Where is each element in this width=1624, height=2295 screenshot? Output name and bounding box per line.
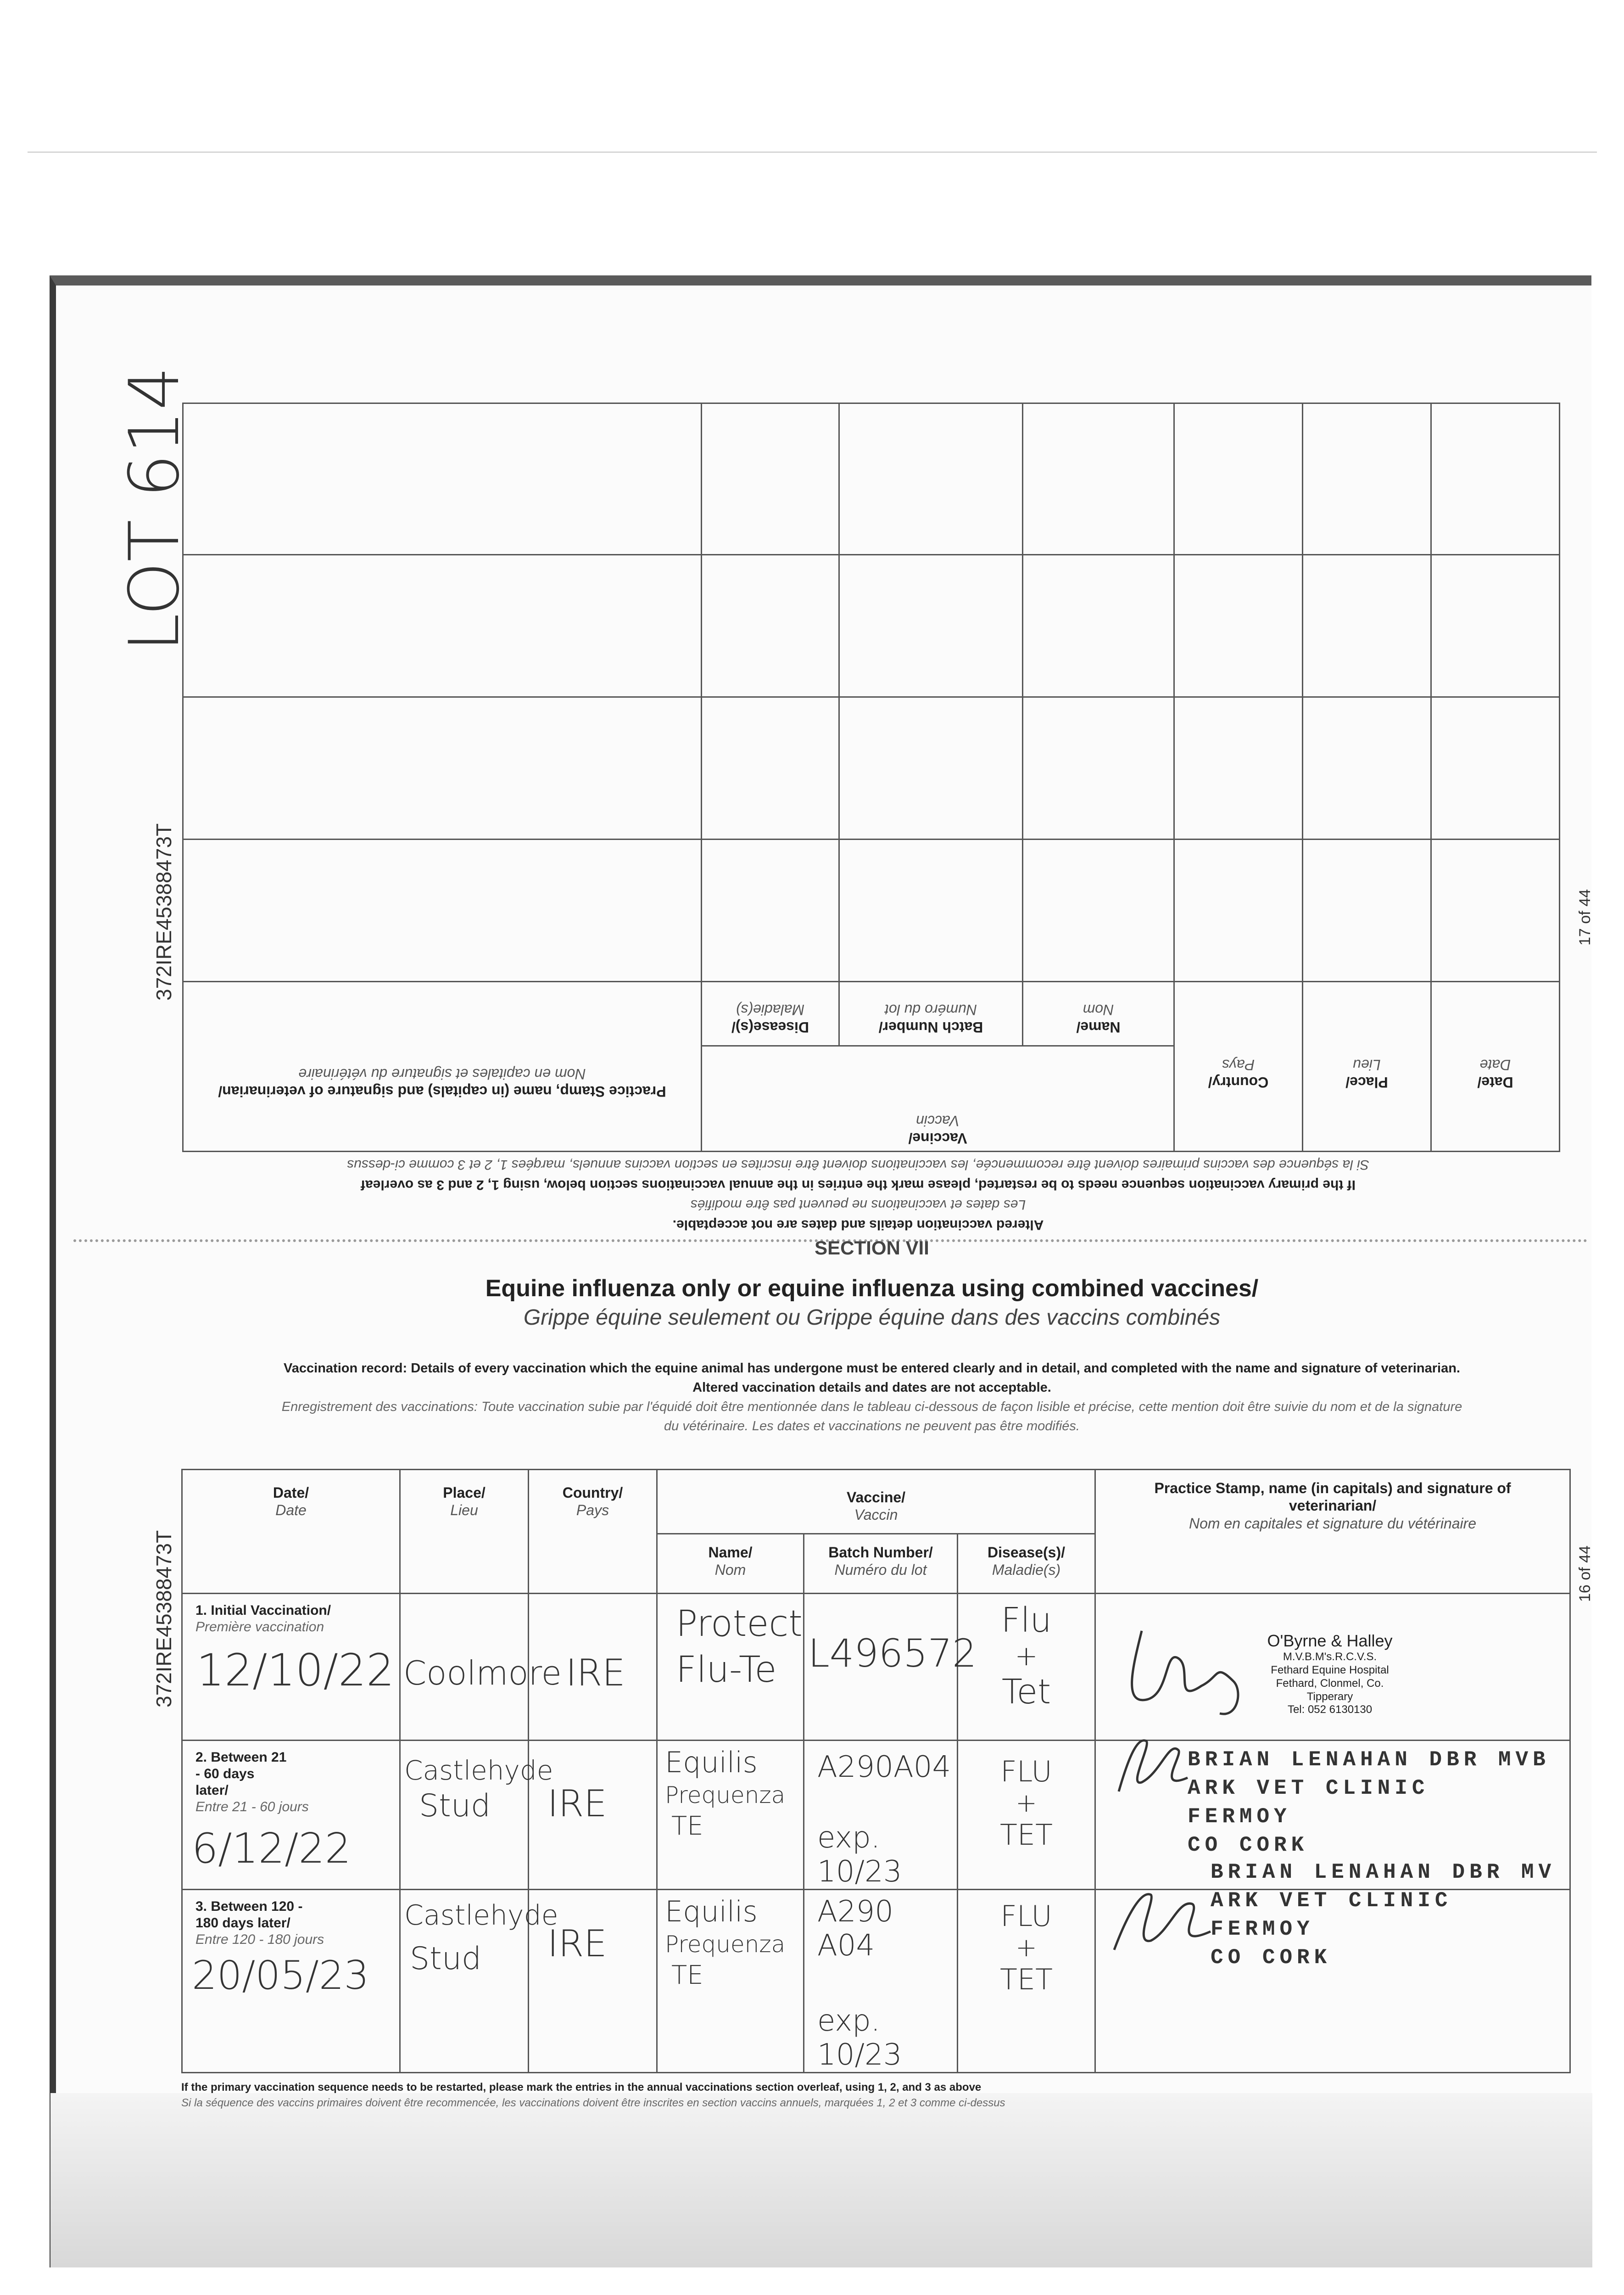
page-bottom-shadow <box>50 2093 1592 2267</box>
lot-note: LOT 614 <box>115 366 195 652</box>
upper-header-batch: Batch Number/ Numéro du lot <box>839 982 1023 1046</box>
upper-header-place: Place/ Lieu <box>1303 982 1431 1152</box>
row3-label: 3. Between 120 - 180 days later/ Entre 120 - 180 jours <box>195 1899 324 1947</box>
passport-id-upper: 372IRE45388473T <box>152 823 176 1001</box>
row1-vaccine-name: Protect Flu-Te <box>657 1594 804 1741</box>
row3-stamp-cell <box>1095 1860 1570 2073</box>
upper-header-date: Date/ Date <box>1431 982 1560 1152</box>
passport-id-lower: 372IRE45388473T <box>152 1530 176 1707</box>
table-row <box>183 555 1559 697</box>
upper-vaccination-table <box>182 403 1560 1152</box>
upper-header-disease: Disease(s)/ Maladie(s) <box>701 982 839 1046</box>
row2-date: 6/12/22 <box>192 1825 351 1873</box>
page-number-upper: 17 of 44 <box>1576 889 1594 946</box>
table-row <box>182 1594 1570 1741</box>
header-place: Place/ Lieu <box>400 1470 529 1594</box>
row3-stamp: BRIAN LENAHAN DBR MV ARK VET CLINIC FERMOY CO CORK <box>1211 1860 1556 1970</box>
row1-country: IRE <box>529 1594 657 1741</box>
row1-disease: Flu + Tet <box>958 1594 1095 1741</box>
row1-date-cell <box>182 1594 400 1741</box>
primary-vaccination-block <box>181 1469 1569 2110</box>
row1-stamp-cell <box>1095 1594 1570 1741</box>
upper-header-vaccine: Vaccine/ Vaccin <box>701 1046 1174 1152</box>
upper-header-name: Name/ Nom <box>1023 982 1174 1046</box>
upper-annual-table-block <box>184 404 1560 1152</box>
row1-label: 1. Initial Vaccination/ Première vaccination <box>195 1603 331 1634</box>
row2-batch: A290A04 exp. 10/23 <box>804 1741 958 1890</box>
primary-vaccination-table <box>181 1469 1571 2073</box>
header-country: Country/ Pays <box>529 1470 657 1594</box>
lower-footer: If the primary vaccination sequence needs to be restarted, please mark the entries in the annual vaccinations section overleaf, using 1, 2, and 3 as above Si la séquence des vaccins primaires doivent être recommencée, les vaccinations doivent être inscrites en section vaccins annuels, marquées 1, 2 et 3 comme ci-dessus <box>181 2081 1005 2109</box>
table-row <box>183 697 1559 840</box>
section-heading <box>184 1237 1560 1330</box>
header-batch: Batch Number/ Numéro du lot <box>804 1534 958 1594</box>
signature-mark <box>1100 1872 1220 1964</box>
row1-date: 12/10/22 <box>196 1645 395 1696</box>
section-title-fr: Grippe équine seulement ou Grippe équine dans des vaccins combinés <box>523 1305 1221 1330</box>
row2-country: IRE <box>529 1741 657 1890</box>
section-number: SECTION VII <box>815 1237 929 1259</box>
header-vaccine: Vaccine/ Vaccin <box>657 1470 1095 1534</box>
upper-header-country: Country/ Pays <box>1174 982 1303 1152</box>
signature-mark <box>1114 1612 1252 1723</box>
row3-date: 20/05/23 <box>192 1953 369 1998</box>
row2-vaccine-name: Equilis Prequenza TE <box>657 1741 804 1890</box>
row3-batch: A290 A04 exp. 10/23 <box>804 1890 958 2073</box>
signature-mark <box>1100 1723 1192 1805</box>
vaccination-record-note: Vaccination record: Details of every vaccination which the equine animal has undergone must be entered clearly and in detail, and completed with the name and signature of veterinarian. Altered vaccination details and dates are not acceptable. Enregistrement des vaccinations: Toute vaccination subie par l'équidé doit être mentionnée dans le tableau ci-dessous de façon lisible et précise, cette mention doit être suivie du nom et de la signature du vétérinaire. Les dates et vaccinations ne peuvent pas être modifiés. <box>281 1361 1462 1434</box>
row3-disease: FLU + TET <box>958 1890 1095 2073</box>
row2-label: 2. Between 21 - 60 days later/ Entre 21 - 60 jours <box>195 1750 309 1814</box>
header-date: Date/ Date <box>182 1470 400 1594</box>
header-name: Name/ Nom <box>657 1534 804 1594</box>
row1-stamp: O'Byrne & Halley M.V.B.M's.R.C.V.S. Fethard Equine Hospital Fethard, Clonmel, Co. Tipperary Tel: 052 6130130 <box>1267 1631 1393 1716</box>
row3-country: IRE <box>529 1890 657 2073</box>
page-number-lower: 16 of 44 <box>1576 1545 1594 1602</box>
row2-stamp: BRIAN LENAHAN DBR MVB ARK VET CLINIC FERMOY CO CORK <box>1188 1748 1550 1858</box>
row1-batch: L496572 <box>804 1594 958 1741</box>
header-stamp: Practice Stamp, name (in capitals) and signature of veterinarian/ Nom en capitales et signature du vétérinaire <box>1095 1470 1570 1594</box>
row2-date-cell <box>182 1741 400 1890</box>
table-row <box>182 1890 1570 2073</box>
upper-notes: Altered vaccination details and dates are not acceptable. Les dates et vaccinations ne peuvent pas être modifiés If the primary vaccination sequence needs to be restarted, please mark the entries in the annual vaccinations section below, using 1, 2 and 3 as overleaf Si la séquence des vaccins primaires doivent être recommencée, les vaccinations doivent être inscrites en section vaccins annuels, marqées 1, 2 et 3 comme ci-dessus <box>347 1157 1369 1232</box>
table-row <box>183 403 1559 555</box>
row3-date-cell <box>182 1890 400 2073</box>
row3-place: Castlehyde Stud <box>400 1890 529 2073</box>
header-disease: Disease(s)/ Maladie(s) <box>958 1534 1095 1594</box>
table-row <box>183 840 1559 982</box>
row2-disease: FLU + TET <box>958 1741 1095 1890</box>
section-title-en: Equine influenza only or equine influenza using combined vaccines/ <box>485 1275 1259 1302</box>
scan-top-line <box>28 151 1597 153</box>
upper-header-stamp: Practice Stamp, name (in capitals) and signature of veterinarian/ Nom en capitales et signature du vétérinaire <box>183 982 701 1152</box>
row3-vaccine-name: Equilis Prequenza TE <box>657 1890 804 2073</box>
row1-place: Coolmore <box>400 1594 529 1741</box>
row2-place: Castlehyde Stud <box>400 1741 529 1890</box>
